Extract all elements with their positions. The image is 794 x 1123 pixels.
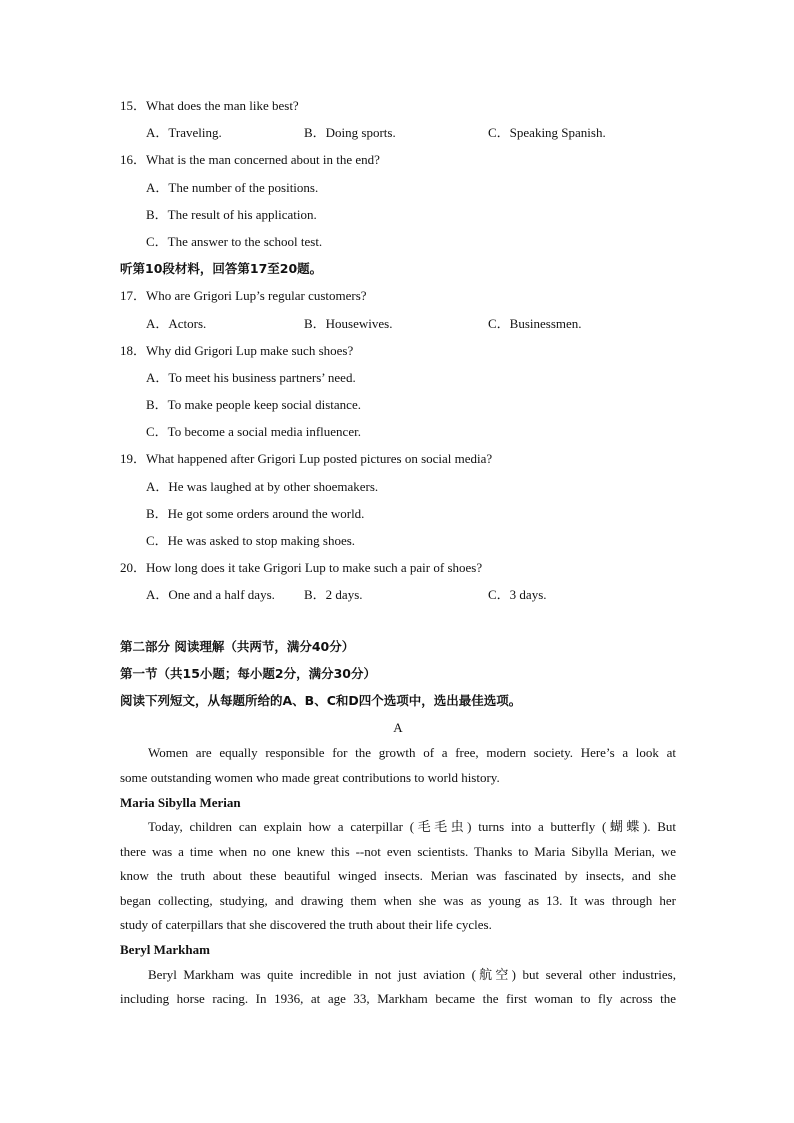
- question-15: 15．What does the man like best?: [120, 98, 299, 113]
- document-page: [120, 92, 676, 1012]
- reading-instruction: 阅读下列短文，从每题所给的A、B、C和D四个选项中，选出最佳选项。: [120, 692, 522, 708]
- paragraph-markham: [120, 963, 676, 1012]
- section1-title: 第一节（共15小题；每小题2分，满分30分）: [120, 665, 376, 681]
- option-a: A．He was laughed at by other shoemakers.: [146, 478, 379, 494]
- text-line: began collecting, studying, and drawing them when she was as young as 13. It was through her: [120, 892, 676, 908]
- text-line: including horse racing. In 1936, at age 33, Markham became the first woman to fly across the: [120, 991, 676, 1007]
- option-a: A．Actors.: [146, 315, 207, 331]
- question-16: 16．What is the man concerned about in the end?: [120, 152, 380, 168]
- option-a: A．Traveling.: [146, 125, 222, 141]
- option-c: C．3 days.: [488, 587, 547, 603]
- passage-label: A: [393, 720, 403, 736]
- options-15: [120, 119, 676, 146]
- option-b: B．2 days.: [304, 587, 363, 603]
- option-c: C．Speaking Spanish.: [488, 125, 606, 141]
- part2-title: 第二部分 阅读理解（共两节，满分40分）: [120, 638, 355, 654]
- section-note: 听第10段材料，回答第17至20题。: [120, 261, 323, 277]
- option-a: A．One and a half days.: [146, 587, 275, 603]
- option-a: A．To meet his business partners’ need.: [146, 369, 356, 385]
- option-b: B．To make people keep social distance.: [146, 397, 361, 413]
- options-17: [120, 310, 676, 337]
- text-line: Today, children can explain how a caterpillar (毛毛虫) turns into a butterfly (蝴蝶). But: [148, 819, 676, 835]
- option-c: C．Businessmen.: [488, 315, 582, 331]
- question-17: 17．Who are Grigori Lup’s regular customers?: [120, 288, 367, 304]
- text-line: know the truth about these beautiful winged insects. Merian was fascinated by insects, and she: [120, 868, 676, 884]
- option-b: B．Housewives.: [304, 315, 393, 331]
- heading-markham: Beryl Markham: [120, 942, 210, 958]
- option-b: B．Doing sports.: [304, 125, 396, 141]
- question-18: 18．Why did Grigori Lup make such shoes?: [120, 342, 354, 358]
- option-c: C．The answer to the school test.: [146, 233, 323, 249]
- text-line: Beryl Markham was quite incredible in not just aviation (航空) but several other industries,: [148, 966, 676, 982]
- option-b: B．He got some orders around the world.: [146, 505, 365, 521]
- paragraph-merian: [120, 815, 676, 938]
- option-b: B．The result of his application.: [146, 206, 317, 222]
- option-c: C．To become a social media influencer.: [146, 424, 361, 440]
- text-line: study of caterpillars that she discovered the truth about their life cycles.: [120, 917, 492, 933]
- text-line: there was a time when no one knew this --not even scientists. Thanks to Maria Sibylla Merian, we: [120, 843, 676, 859]
- option-c: C．He was asked to stop making shoes.: [146, 533, 356, 548]
- text-line: some outstanding women who made great contributions to world history.: [120, 769, 500, 785]
- option-a: A．The number of the positions.: [146, 179, 319, 195]
- heading-merian: Maria Sibylla Merian: [120, 794, 241, 810]
- question-20: 20．How long does it take Grigori Lup to make such a pair of shoes?: [120, 560, 483, 576]
- options-20: [120, 581, 676, 608]
- passage-intro: [120, 741, 676, 790]
- text-line: Women are equally responsible for the growth of a free, modern society. Here’s a look at: [148, 745, 676, 761]
- question-19: 19．What happened after Grigori Lup posted pictures on social media?: [120, 451, 493, 467]
